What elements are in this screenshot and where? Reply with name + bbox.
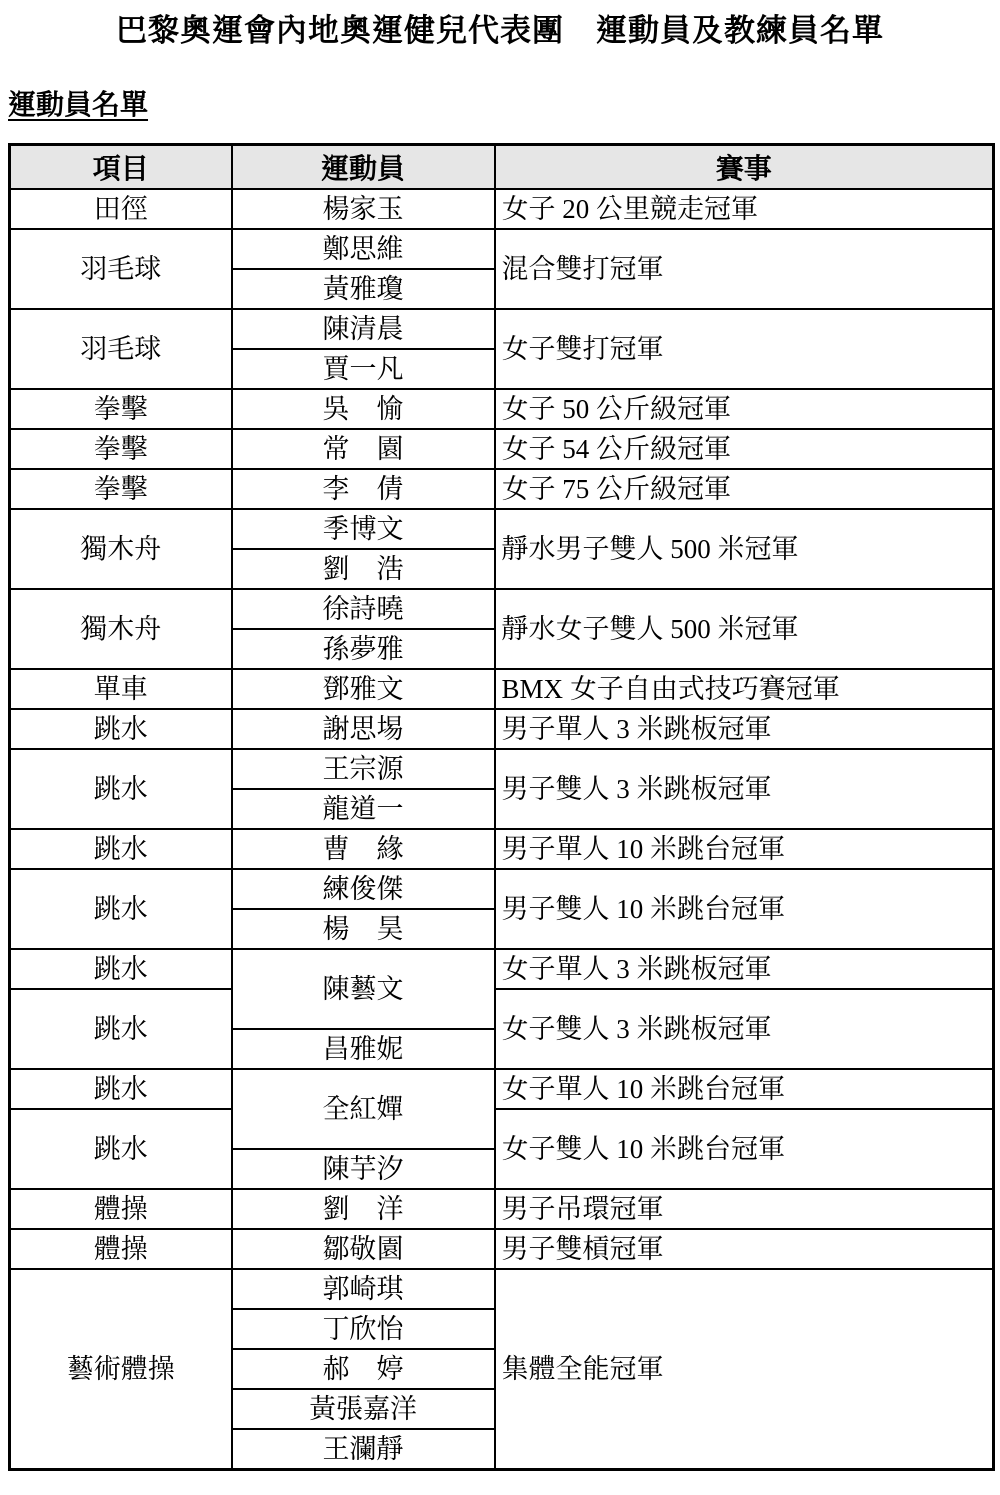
table-row (10, 1189, 994, 1229)
athlete-cell: 劉 洋 (232, 1189, 495, 1229)
athlete-cell: 曹 緣 (232, 829, 495, 869)
section-heading: 運動員名單 (8, 90, 149, 122)
event-cell: BMX 女子自由式技巧賽冠軍 (495, 669, 994, 709)
table-row (10, 429, 994, 469)
table-row (10, 389, 994, 429)
event-cell: 女子單人 3 米跳板冠軍 (495, 949, 994, 989)
sport-cell: 體操 (10, 1189, 232, 1229)
table-row (10, 509, 994, 549)
athlete-cell: 黃張嘉洋 (232, 1389, 495, 1429)
sport-cell: 跳水 (10, 949, 232, 989)
sport-cell: 羽毛球 (10, 229, 232, 309)
event-cell: 女子雙打冠軍 (495, 309, 994, 389)
table-row (10, 309, 994, 349)
athlete-cell: 楊家玉 (232, 189, 495, 229)
event-cell: 男子吊環冠軍 (495, 1189, 994, 1229)
table-row (10, 709, 994, 749)
table-row (10, 949, 994, 989)
athlete-cell: 常 園 (232, 429, 495, 469)
athlete-cell: 鄭思維 (232, 229, 495, 269)
table-row (10, 669, 994, 709)
table-header-row (10, 144, 994, 189)
athlete-cell: 郝 婷 (232, 1349, 495, 1389)
athlete-cell: 郭崎琪 (232, 1269, 495, 1309)
sport-cell: 跳水 (10, 829, 232, 869)
athlete-cell: 陳清晨 (232, 309, 495, 349)
sport-cell: 跳水 (10, 869, 232, 949)
header-cell-event: 賽事 (495, 144, 994, 189)
athlete-cell: 鄧雅文 (232, 669, 495, 709)
event-cell: 男子單人 3 米跳板冠軍 (495, 709, 994, 749)
sport-cell: 藝術體操 (10, 1269, 232, 1469)
event-cell: 女子 54 公斤級冠軍 (495, 429, 994, 469)
event-cell: 女子 75 公斤級冠軍 (495, 469, 994, 509)
sport-cell: 跳水 (10, 709, 232, 749)
athlete-cell: 龍道一 (232, 789, 495, 829)
athlete-cell: 王瀾靜 (232, 1429, 495, 1469)
athlete-cell: 吳 愉 (232, 389, 495, 429)
table-row (10, 869, 994, 909)
event-cell: 靜水女子雙人 500 米冠軍 (495, 589, 994, 669)
athlete-cell: 昌雅妮 (232, 1029, 495, 1069)
event-cell: 男子雙人 3 米跳板冠軍 (495, 749, 994, 829)
athletes-table-body (10, 189, 994, 1469)
sport-cell: 羽毛球 (10, 309, 232, 389)
event-cell: 靜水男子雙人 500 米冠軍 (495, 509, 994, 589)
event-cell: 男子雙人 10 米跳台冠軍 (495, 869, 994, 949)
athlete-cell: 李 倩 (232, 469, 495, 509)
event-cell: 女子 50 公斤級冠軍 (495, 389, 994, 429)
event-cell: 女子單人 10 米跳台冠軍 (495, 1069, 994, 1109)
header-cell-sport: 項目 (10, 144, 232, 189)
athlete-cell: 鄒敬園 (232, 1229, 495, 1269)
sport-cell: 跳水 (10, 989, 232, 1069)
athlete-cell: 徐詩曉 (232, 589, 495, 629)
event-cell: 男子單人 10 米跳台冠軍 (495, 829, 994, 869)
athlete-cell: 孫夢雅 (232, 629, 495, 669)
event-cell: 男子雙槓冠軍 (495, 1229, 994, 1269)
athlete-cell: 劉 浩 (232, 549, 495, 589)
table-row (10, 189, 994, 229)
athlete-cell: 謝思埸 (232, 709, 495, 749)
sport-cell: 田徑 (10, 189, 232, 229)
athlete-cell: 練俊傑 (232, 869, 495, 909)
table-row (10, 1269, 994, 1309)
event-cell: 集體全能冠軍 (495, 1269, 994, 1469)
event-cell: 女子雙人 10 米跳台冠軍 (495, 1109, 994, 1189)
table-row (10, 469, 994, 509)
table-row (10, 989, 994, 1029)
table-row (10, 749, 994, 789)
sport-cell: 體操 (10, 1229, 232, 1269)
athlete-cell: 全紅嬋 (232, 1069, 495, 1149)
athlete-cell: 楊 昊 (232, 909, 495, 949)
sport-cell: 拳擊 (10, 429, 232, 469)
document-page (0, 12, 1000, 1471)
sport-cell: 獨木舟 (10, 589, 232, 669)
table-row (10, 1229, 994, 1269)
athlete-cell: 王宗源 (232, 749, 495, 789)
table-row (10, 829, 994, 869)
sport-cell: 拳擊 (10, 389, 232, 429)
athlete-cell: 丁欣怡 (232, 1309, 495, 1349)
sport-cell: 獨木舟 (10, 509, 232, 589)
table-row (10, 229, 994, 269)
page-title: 巴黎奧運會內地奧運健兒代表團 運動員及教練員名單 (116, 13, 884, 48)
athlete-cell: 黃雅瓊 (232, 269, 495, 309)
event-cell: 女子 20 公里競走冠軍 (495, 189, 994, 229)
athlete-cell: 陳芋汐 (232, 1149, 495, 1189)
athlete-cell: 陳藝文 (232, 949, 495, 1029)
event-cell: 混合雙打冠軍 (495, 229, 994, 309)
header-cell-athlete: 運動員 (232, 144, 495, 189)
sport-cell: 跳水 (10, 1069, 232, 1109)
sport-cell: 單車 (10, 669, 232, 709)
event-cell: 女子雙人 3 米跳板冠軍 (495, 989, 994, 1069)
sport-cell: 拳擊 (10, 469, 232, 509)
athletes-table (8, 143, 995, 1471)
table-row (10, 589, 994, 629)
table-row (10, 1109, 994, 1149)
athlete-cell: 季博文 (232, 509, 495, 549)
sport-cell: 跳水 (10, 749, 232, 829)
athlete-cell: 賈一凡 (232, 349, 495, 389)
sport-cell: 跳水 (10, 1109, 232, 1189)
table-row (10, 1069, 994, 1109)
